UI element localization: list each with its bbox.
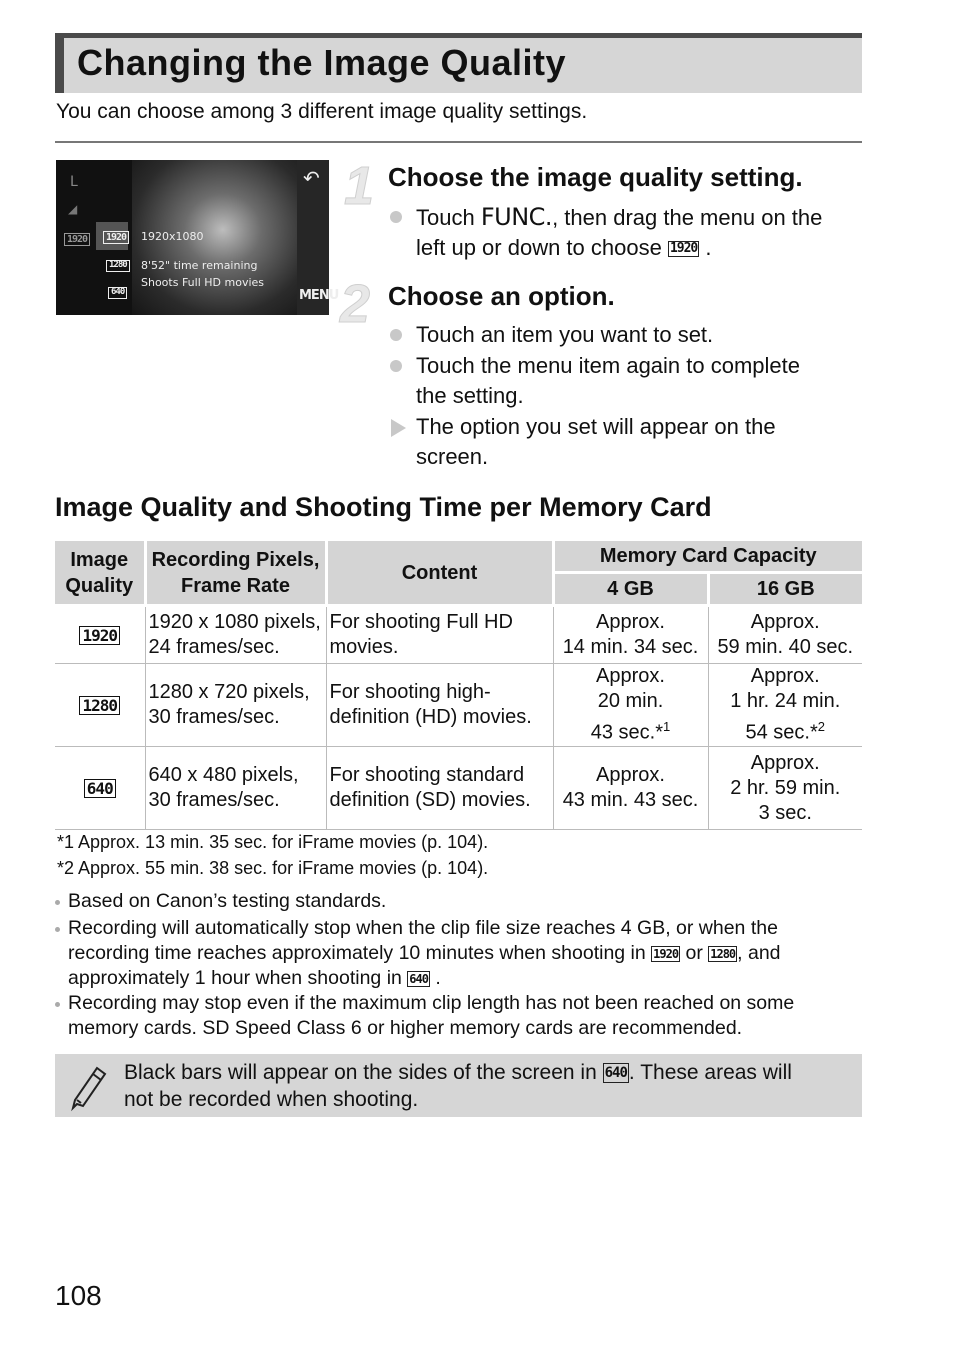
quality-640-icon: 640	[409, 971, 428, 986]
header-quality: Image Quality	[55, 541, 145, 606]
table-row: 1920 1920 x 1080 pixels, 24 frames/sec. For shooting Full HD movies. Approx. 14 min. 34 sec. Approx. 59 min. 40 sec.	[55, 606, 862, 664]
camera-icon-1280: 1280	[106, 257, 130, 272]
quality-640-icon: 640	[604, 1065, 627, 1082]
quality-1920-icon: 1920	[55, 606, 145, 664]
camera-res-label: 1920x1080	[141, 230, 204, 243]
bullet-dot	[390, 360, 402, 372]
quality-1920-icon: 1920	[653, 946, 679, 961]
camera-screen-image	[56, 160, 339, 315]
title-bar	[55, 33, 862, 93]
func-icon: FUNC.	[480, 203, 553, 231]
page-number: 108	[55, 1280, 102, 1311]
step-2-bullet-1: Touch an item you want to set.	[390, 320, 860, 350]
table-row: 640 640 x 480 pixels, 30 frames/sec. For shooting standard definition (SD) movies. Approx. 43 min. 43 sec. Approx. 2 hr. 59 min. 3 sec.	[55, 747, 862, 830]
header-content: Content	[326, 541, 553, 606]
header-4gb: 4 GB	[553, 573, 708, 606]
header-capacity: Memory Card Capacity	[553, 541, 862, 573]
step-1-period: .	[705, 235, 712, 260]
header-16gb: 16 GB	[708, 573, 862, 606]
camera-icon-1920-dim: 1920	[64, 232, 90, 246]
footnote-1: *1 Approx. 13 min. 35 sec. for iFrame movies (p. 104).	[57, 832, 489, 852]
quality-640-icon: 640	[55, 747, 145, 830]
header-pixels: Recording Pixels, Frame Rate	[145, 541, 326, 606]
result-arrow-icon	[391, 419, 406, 437]
footnote-2: *2 Approx. 55 min. 38 sec. for iFrame movies (p. 104).	[57, 858, 489, 878]
step-1-text-c: left up or down to choose	[416, 235, 662, 260]
back-arrow-icon: ↶	[303, 166, 320, 190]
quality-1280-icon: 1280	[55, 664, 145, 747]
step-1-number: 1	[344, 156, 375, 216]
step-2-bullet-2: Touch the menu item again to complete the setting.	[390, 351, 860, 411]
title-accent	[55, 38, 64, 93]
camera-icon-640: 640	[108, 284, 127, 299]
divider	[55, 141, 862, 143]
camera-aspect-icon: ◢	[68, 202, 78, 216]
section-heading: Image Quality and Shooting Time per Memory Card	[55, 492, 712, 522]
memo-box: Black bars will appear on the sides of the screen in 640. These areas will not be recorded when shooting.	[55, 1054, 862, 1117]
note-2: Recording will automatically stop when the clip file size reaches 4 GB, or when the recording time reaches approximately 10 minutes when shooting in 1920 or 1280 , and approximately 1 hour when shooting in 640 .	[55, 916, 855, 992]
quality-1920-icon: 1920	[669, 241, 698, 257]
camera-time-label: 8'52" time remaining	[141, 259, 258, 272]
camera-icon-1920: 1920	[103, 230, 129, 244]
note-3: Recording may stop even if the maximum clip length has not been reached on some memory cards. SD Speed Class 6 or higher memory cards are recommended.	[55, 991, 855, 1041]
quality-table	[55, 541, 862, 830]
table-row: 1280 1280 x 720 pixels, 30 frames/sec. For shooting high- definition (HD) movies. Approx. 20 min. 43 sec.*$^1$ Approx. 1 hr. 24 min. 54 sec.*$^2$	[55, 664, 862, 747]
camera-desc-label: Shoots Full HD movies	[141, 276, 265, 289]
bullet-dot	[390, 211, 402, 223]
bullet-dot	[390, 329, 402, 341]
quality-1280-icon: 1280	[710, 946, 736, 961]
step-2-heading: Choose an option.	[388, 281, 615, 311]
step-1-text-b: , then drag the menu on the	[552, 205, 823, 230]
camera-l-icon: L	[70, 174, 78, 190]
intro-text: You can choose among 3 different image quality settings.	[56, 100, 588, 123]
step-1-bullet	[390, 202, 860, 264]
step-2-number: 2	[340, 274, 371, 334]
step-1-text-a: Touch	[416, 205, 475, 230]
page-title: Changing the Image Quality	[77, 42, 567, 83]
camera-menu-button: MENU	[299, 288, 339, 303]
pencil-icon	[67, 1062, 111, 1110]
step-1-heading: Choose the image quality setting.	[388, 162, 803, 192]
step-2-result: The option you set will appear on the screen.	[390, 412, 860, 472]
